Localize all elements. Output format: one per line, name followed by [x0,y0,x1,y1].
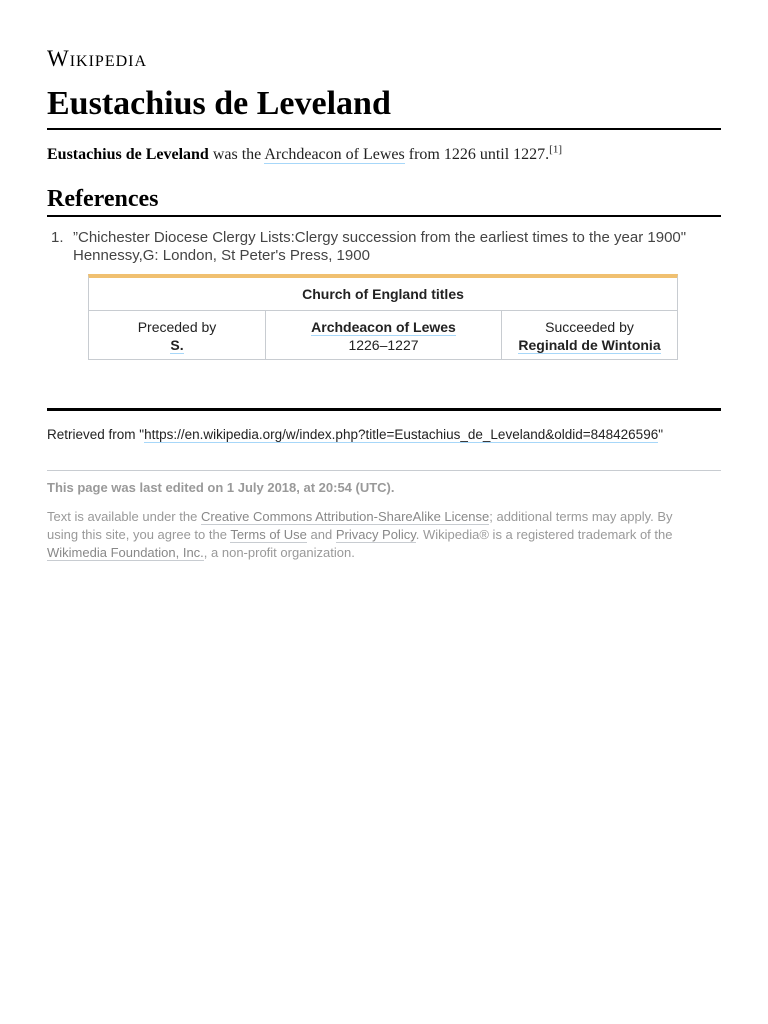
reference-marker-1[interactable]: [1] [549,143,562,156]
succeeded-by-cell [502,311,677,359]
lead-subject: Eustachius de Leveland [47,146,209,163]
retrieved-suffix: " [658,427,664,442]
succeeded-by-label: Succeeded by [545,319,634,335]
license-text-2: ; additional terms may apply. By using this site, you agree to the [47,509,673,542]
retrieved-prefix: Retrieved from " [47,427,145,442]
lead-text-2: from 1226 until 1227. [404,146,550,163]
retrieved-url-link[interactable]: https://en.wikipedia.org/w/index.php?title=Eustachius_de_Leveland&oldid=848426596 [144,427,659,442]
license-text-5: , a non-profit organization. [203,545,355,560]
retrieved-from [47,426,721,444]
license-text [47,508,707,562]
office-cell [266,311,502,359]
succession-box [88,274,678,360]
terms-of-use-link[interactable]: Terms of Use [230,527,307,542]
footer-divider [47,408,721,411]
page-title: Eustachius de Leveland [47,84,721,130]
archdeacon-of-lewes-link[interactable]: Archdeacon of Lewes [264,146,405,163]
license-text-4: . Wikipedia® is a registered trademark of the [415,527,673,542]
reference-number: 1. [51,229,64,246]
cc-license-link[interactable]: Creative Commons Attribution-ShareAlike License [200,509,490,524]
lead-paragraph [47,143,721,167]
license-text-1: Text is available under the [47,509,201,524]
license-text-3: and [306,527,336,542]
predecessor-link[interactable]: S. [170,337,184,353]
succession-box-header: Church of England titles [89,278,677,311]
last-edited: This page was last edited on 1 July 2018, at 20:54 (UTC). [47,480,395,495]
preceded-by-cell [89,311,266,359]
successor-link[interactable]: Reginald de Wintonia [518,337,661,353]
references-list [47,229,721,265]
references-heading: References [47,184,721,217]
office-title-link[interactable]: Archdeacon of Lewes [311,319,456,335]
succession-row [89,311,677,359]
preceded-by-label: Preceded by [137,319,217,335]
reference-text: ”Chichester Diocese Clergy Lists:Clergy succession from the earliest times to the year 1900" Hennessy,G: London, St Peter's Press, 1900 [73,229,687,264]
privacy-policy-link[interactable]: Privacy Policy [335,527,416,542]
lead-text-1: was the [208,146,265,163]
wikipedia-wordmark[interactable]: Wikipedia [47,46,148,71]
footer-thin-divider [47,470,721,471]
office-years: 1226–1227 [348,337,419,353]
wikimedia-foundation-link[interactable]: Wikimedia Foundation, Inc. [47,545,204,560]
